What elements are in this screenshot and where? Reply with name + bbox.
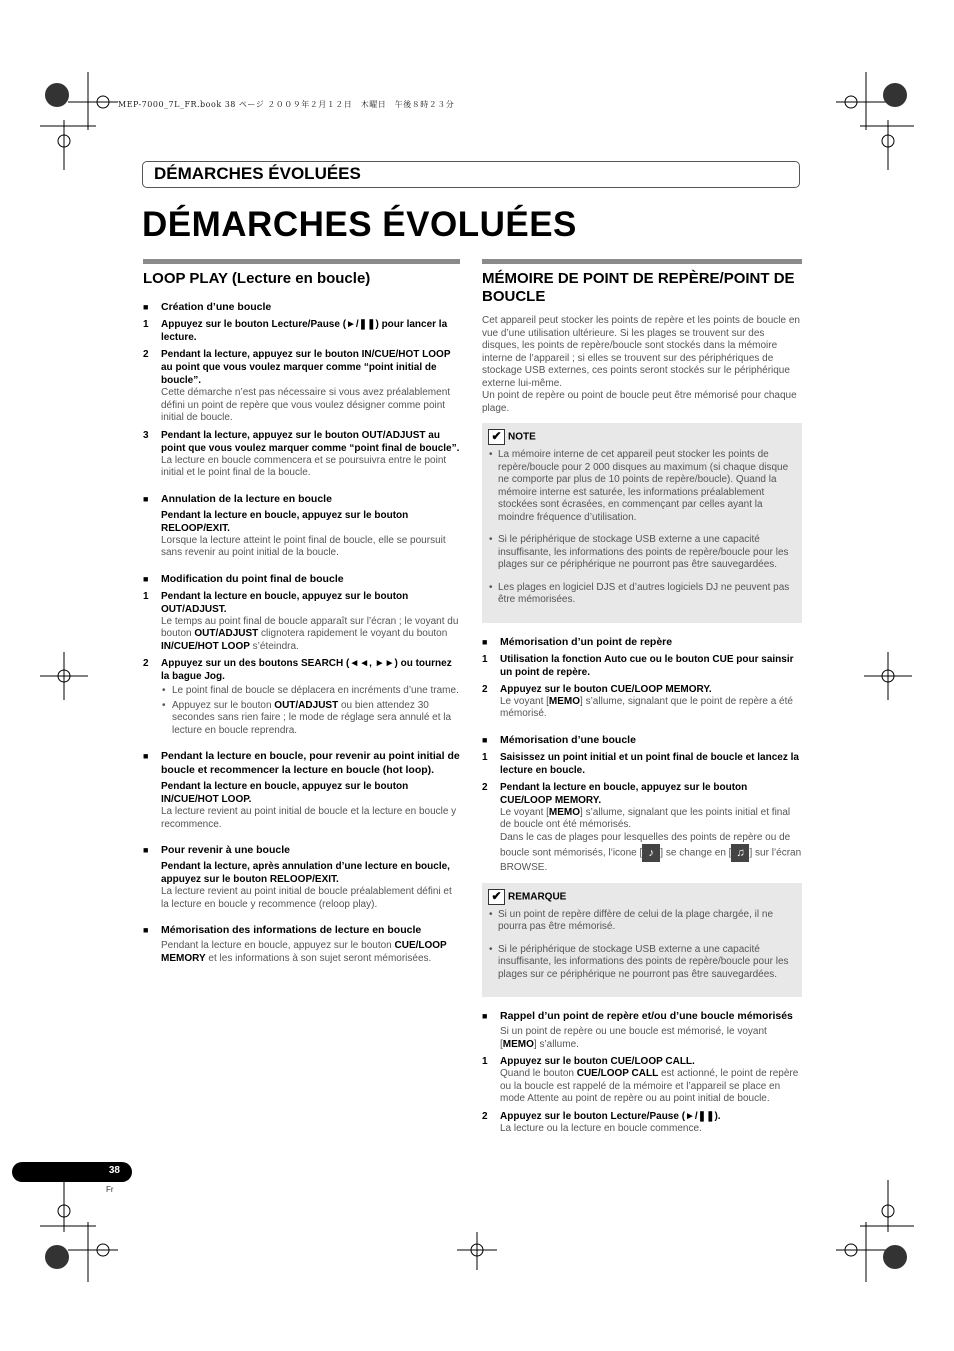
remarque-header: ✔ REMARQUE <box>488 889 796 905</box>
step: 2 Appuyez sur le bouton CUE/LOOP MEMORY. <box>482 683 712 695</box>
remarque-item: • Si le périphérique de stockage USB externe a une capacité insuffisante, les informations des points de repère/boucle pour les plages sur ce périphérique ne pourront pas être sauvegardées. <box>488 944 796 982</box>
note-header: ✔ NOTE <box>488 429 796 445</box>
step-text: Le temps au point final de boucle apparaît sur l’écran ; le voyant du bouton OUT/ADJUST clignotera rapidement le voyant du bouton IN/CUE/HOT LOOP s’éteindra. <box>161 615 459 652</box>
body-text: La lecture revient au point initial de boucle et la lecture en boucle y recommence. <box>161 806 457 830</box>
heading-bar <box>143 259 460 264</box>
body-text: Lorsque la lecture atteint le point final de boucle, elle se poursuit sans revenir au point initial de la boucle. <box>161 534 446 558</box>
body-text: La lecture revient au point initial de boucle préalablement défini et la lecture en boucle y recommence (reloop play). <box>161 886 452 910</box>
step-text: La lecture en boucle commencera et se poursuivra entre le point initial et le point final de la boucle. <box>161 454 447 478</box>
music-note-icon: ♪ <box>642 844 660 862</box>
step-text: Quand le bouton CUE/LOOP CALL est actionné, le point de repère ou la boucle est rappelé de la mémoire et l’appareil se place en mode Attente au point de repère ou au point initial de boucle. <box>500 1068 799 1104</box>
remarque-item: • Si un point de repère diffère de celui de la plage chargée, il ne pourra pas être mémorisé. <box>488 909 796 934</box>
intro-text: Un point de repère ou point de boucle peut être mémorisé pour chaque plage. <box>482 390 797 414</box>
step: 1 Pendant la lecture en boucle, appuyez sur le bouton OUT/ADJUST. <box>143 590 409 615</box>
subheading: ■ Création d’une boucle <box>161 300 460 314</box>
memory-heading: MÉMOIRE DE POINT DE REPÈRE/POINT DE BOUCLE <box>482 270 795 305</box>
section-tab-label: DÉMARCHES ÉVOLUÉES <box>154 164 361 183</box>
step: 3 Pendant la lecture, appuyez sur le bouton OUT/ADJUST au point que vous voulez marquer comme “point final de boucle”. <box>143 429 460 454</box>
step: 1 Utilisation la fonction Auto cue ou le bouton CUE pour sainsir un point de repère. <box>482 653 794 678</box>
subheading: ■ Pour revenir à une boucle <box>161 843 460 857</box>
step: 1 Appuyez sur le bouton Lecture/Pause (►/❚❚) pour lancer la lecture. <box>143 319 448 343</box>
body-text: Si un point de repère ou une boucle est mémorisé, le voyant [MEMO] s’allume. <box>500 1026 767 1050</box>
note-item: • Les plages en logiciel DJS et d’autres logiciels DJ ne peuvent pas être mémorisées. <box>488 582 796 607</box>
note-icon: ✔ <box>488 429 505 445</box>
body-text: Pendant la lecture en boucle, appuyez sur le bouton CUE/LOOP MEMORY et les informations à son sujet seront mémorisées. <box>161 940 447 964</box>
note-item: • Si le périphérique de stockage USB externe a une capacité insuffisante, les informations des points de repère/boucle pour les plages sur ce périphérique ne pourront pas être sauvegardées. <box>488 534 796 572</box>
page-number: 38 <box>108 1165 120 1176</box>
section-tab <box>142 161 800 188</box>
page-title: DÉMARCHES ÉVOLUÉES <box>142 205 577 244</box>
intro-text: Cet appareil peut stocker les points de repère et les points de boucle en vue d’une utilisation ultérieure. Si les plages se trouvent sur des disques, les points de repère/boucle sont stockés dans la mémoire interne de l’appareil ; si elles se trouvent sur des périphériques de stockage USB externes, ces points seront stockés sur le périphérique externe lui-même. <box>482 315 800 389</box>
note-item: • La mémoire interne de cet appareil peut stocker les points de repère/boucle pour 2 000 disques au maximum (si chaque disque ne comporte par plus de 10 points de repère/boucle). Quand la mémoire interne est saturée, les informations préalablement stockées sont écrasées, en commençant par celles ayant la moindre fréquence d’utilisation. <box>488 449 796 524</box>
step-text: Le voyant [MEMO] s’allume, signalant que le point de repère a été mémorisé. <box>500 695 793 719</box>
step-text: La lecture ou la lecture en boucle commence. <box>500 1122 702 1134</box>
step-text: Cette démarche n’est pas nécessaire si vous avez préalablement défini un point de repère que vous voulez désigner comme point initial de boucle. <box>161 387 451 423</box>
instruction: Pendant la lecture en boucle, appuyez sur le bouton IN/CUE/HOT LOOP. <box>161 781 409 805</box>
step: 2 Appuyez sur le bouton Lecture/Pause (►/❚❚). <box>482 1110 721 1122</box>
page-number-tab <box>12 1162 132 1182</box>
step: 2 Pendant la lecture, appuyez sur le bouton IN/CUE/HOT LOOP au point que vous voulez marquer comme “point initial de boucle”. <box>143 349 451 386</box>
step-text: Le voyant [MEMO] s’allume, signalant que les points initial et final de boucle ont été mémorisés. <box>500 806 791 830</box>
bullet: • Appuyez sur le bouton OUT/ADJUST ou bien attendez 30 secondes sans rien faire ; le mode de réglage sera annulé et la lecture en boucle reprendra. <box>161 700 460 738</box>
step: 2 Pendant la lecture en boucle, appuyez sur le bouton CUE/LOOP MEMORY. <box>482 781 748 806</box>
left-column <box>143 259 460 965</box>
print-info: MEP-7000_7L_FR.book 38 ページ ２００９年２月１２日 木曜日 午後８時２３分 <box>118 100 455 109</box>
subheading: ■ Rappel d’un point de repère et/ou d’une boucle mémorisés <box>500 1009 802 1023</box>
language-label: Fr <box>106 1185 114 1194</box>
subheading: ■ Annulation de la lecture en boucle <box>161 492 460 506</box>
step: 1 Saisissez un point initial et un point final de boucle et lancez la lecture en boucle. <box>482 751 799 776</box>
subheading: ■ Pendant la lecture en boucle, pour revenir au point initial de boucle et recommencer la lecture en boucle (hot loop). <box>161 749 460 777</box>
remarque-box <box>482 883 802 998</box>
bullet: • Le point final de boucle se déplacera en incréments d’une trame. <box>161 685 460 698</box>
note-icon: ✔ <box>488 889 505 905</box>
step: 1 Appuyez sur le bouton CUE/LOOP CALL. <box>482 1056 695 1067</box>
note-box <box>482 423 802 623</box>
step: 2 Appuyez sur un des boutons SEARCH (◄◄, ►►) ou tournez la bague Jog. <box>143 658 452 682</box>
instruction: Pendant la lecture en boucle, appuyez sur le bouton RELOOP/EXIT. <box>161 509 409 534</box>
step-text: Dans le cas de plages pour lesquelles des points de repère ou de boucle sont mémorisés, l’icone [ ♪ ] se change en [ ♫ ] sur l’écran BROWSE. <box>500 831 802 873</box>
right-column <box>482 259 802 1135</box>
subheading: ■ Mémorisation des informations de lecture en boucle <box>161 923 460 937</box>
instruction: Pendant la lecture, après annulation d’une lecture en boucle, appuyez sur le bouton RELOOP/EXIT. <box>161 861 450 885</box>
loop-play-heading: LOOP PLAY (Lecture en boucle) <box>143 270 371 287</box>
heading-bar <box>482 259 802 264</box>
subheading: ■ Mémorisation d’un point de repère <box>500 635 802 649</box>
subheading: ■ Mémorisation d’une boucle <box>500 733 802 747</box>
music-note-memo-icon: ♫ <box>731 844 749 862</box>
subheading: ■ Modification du point final de boucle <box>161 572 460 586</box>
